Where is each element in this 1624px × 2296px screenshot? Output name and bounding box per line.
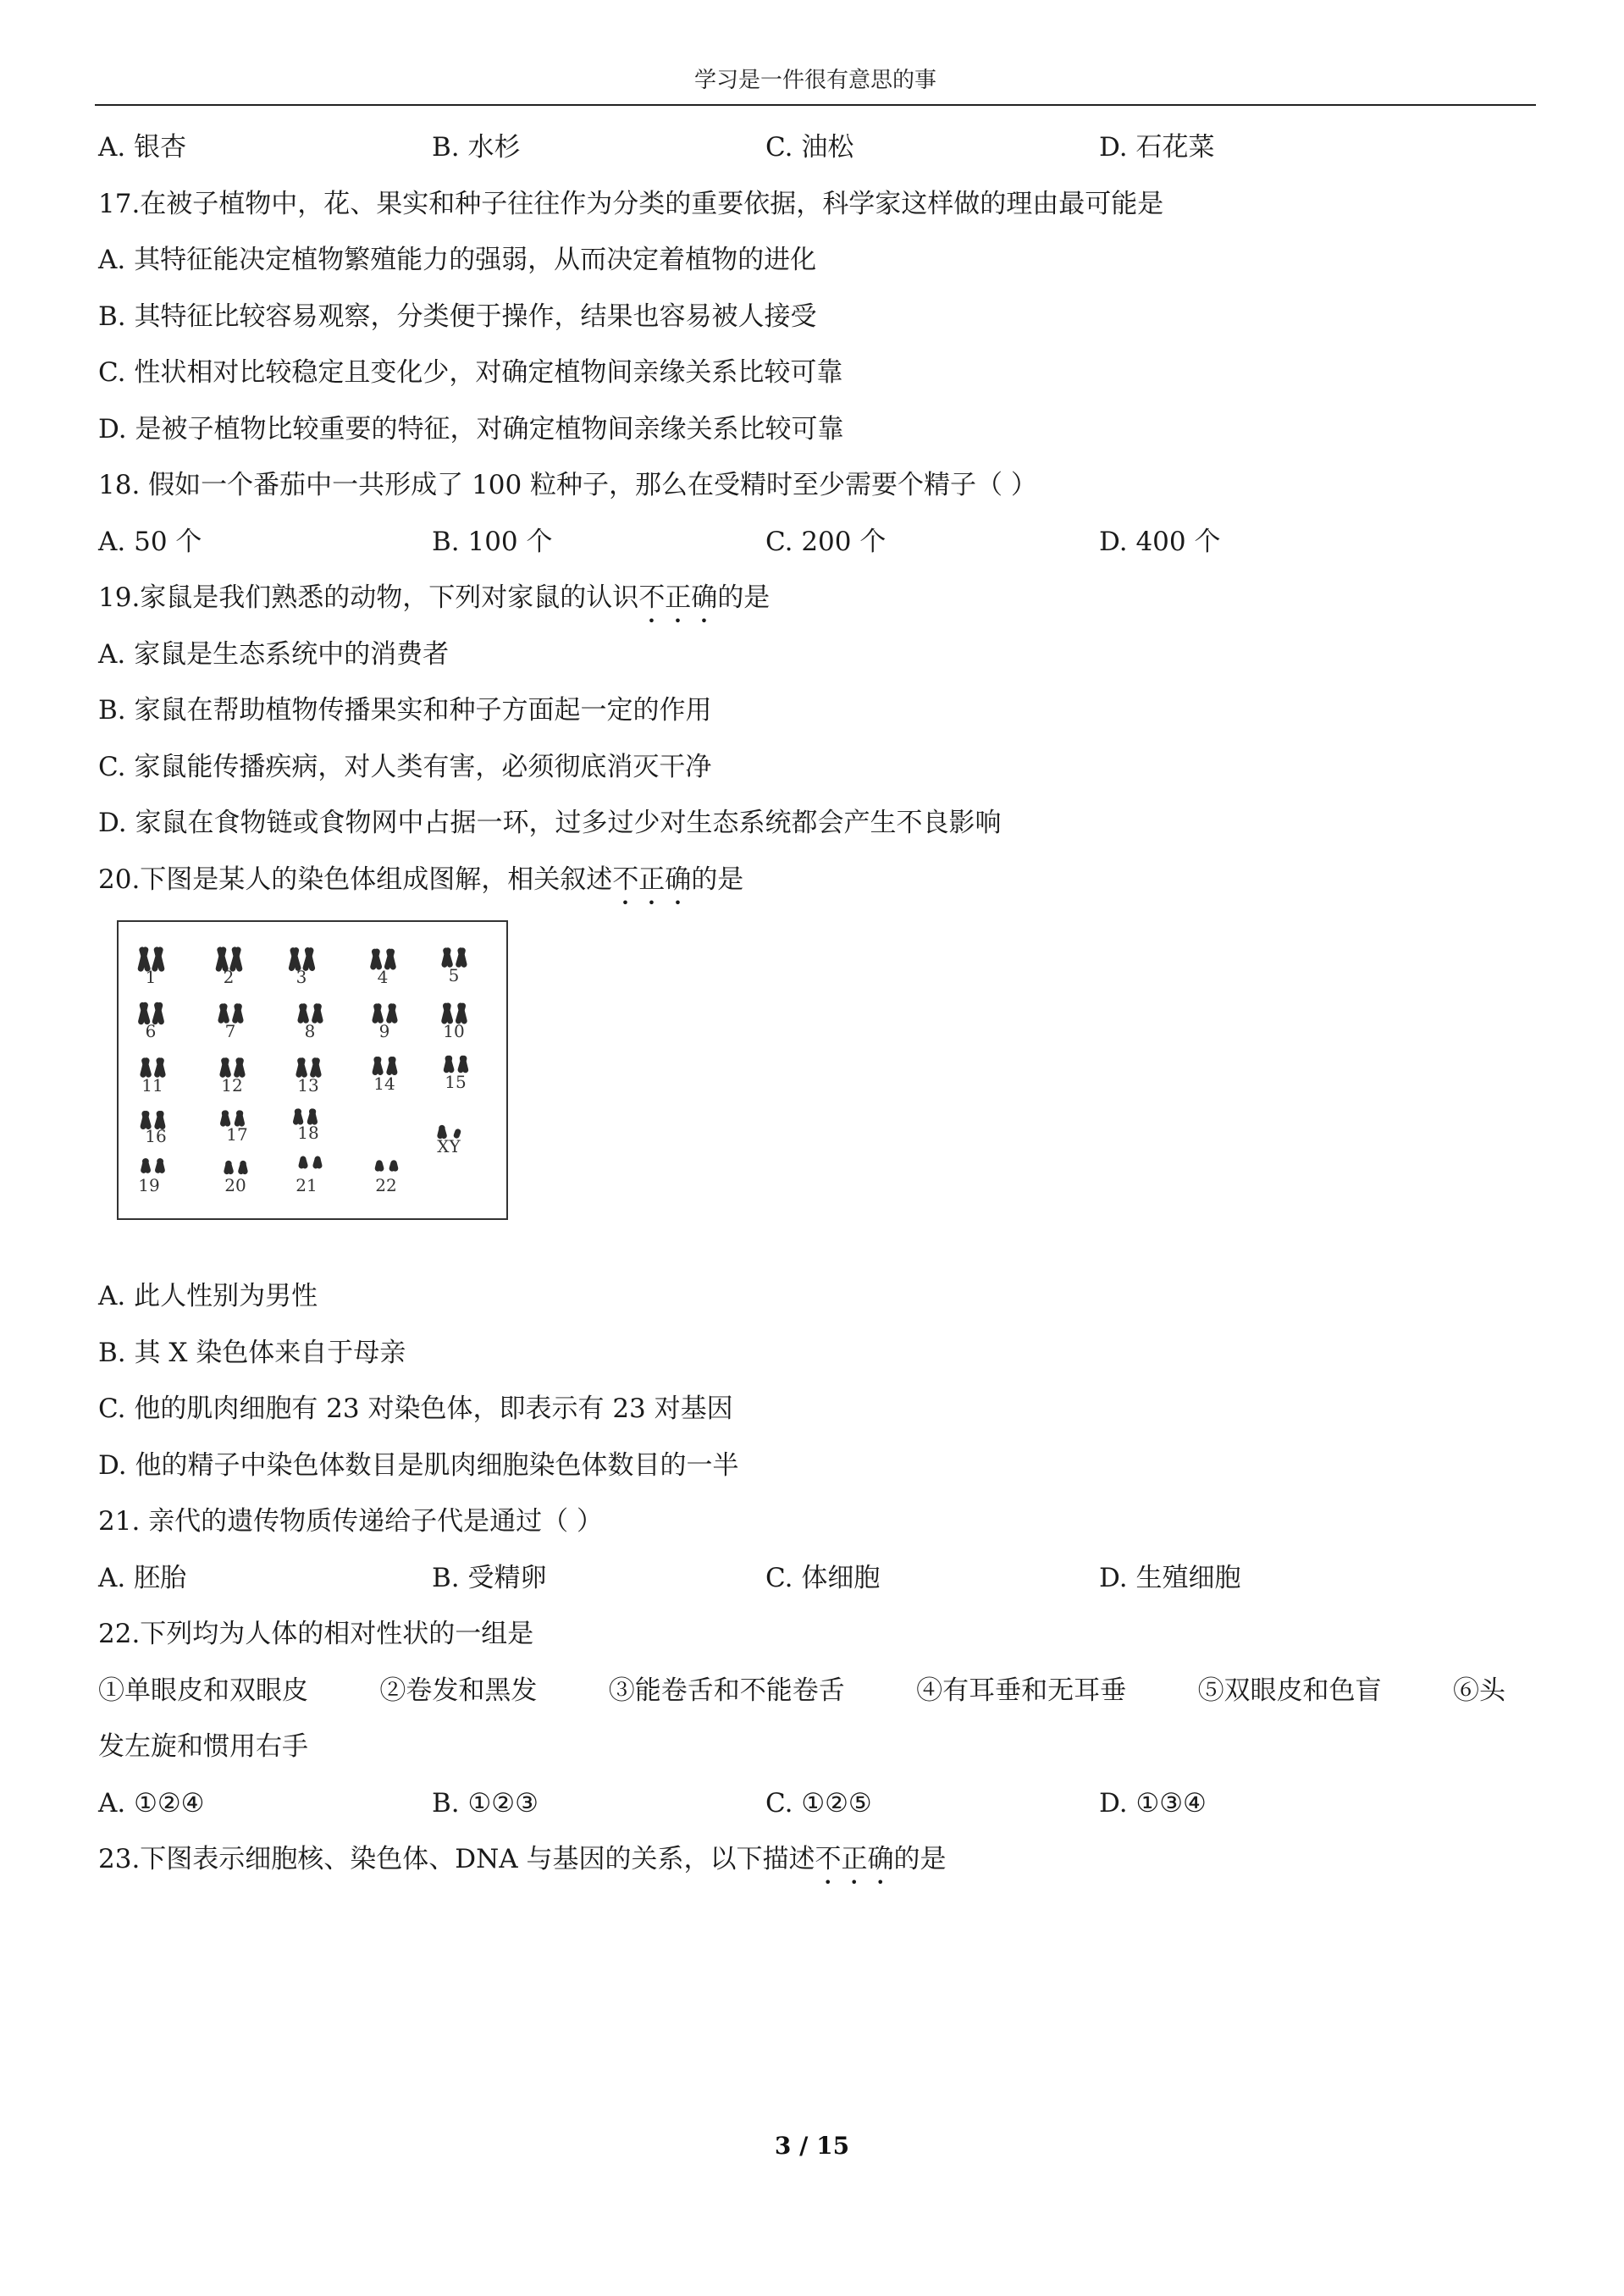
q16-option-c: C. 油松 <box>765 132 854 163</box>
q21-option-d: D. 生殖细胞 <box>1099 1562 1241 1593</box>
q22-items <box>98 1672 1505 1729</box>
q23-stem-text: 23.下图表示细胞核、染色体、DNA 与基因的关系，以下描述 <box>98 1844 815 1874</box>
q22-item-6: ⑥头 <box>1452 1675 1505 1706</box>
chromosome-pair-20 <box>224 1160 249 1175</box>
page-header: 学习是一件很有意思的事 <box>693 68 936 93</box>
q22-item-4: ④有耳垂和无耳垂 <box>916 1675 1127 1706</box>
q19-option-a: A. 家鼠是生态系统中的消费者 <box>98 638 450 670</box>
chromosome-pair-19 <box>140 1157 165 1173</box>
chromosome-label-11: 11 <box>141 1075 163 1096</box>
chromosome-label-13: 13 <box>297 1075 319 1096</box>
karyotype-figure-holder <box>98 917 1538 1278</box>
chromosome-label-4: 4 <box>377 967 389 987</box>
chromosome-label-22: 22 <box>375 1175 397 1195</box>
chromosome-label-2: 2 <box>223 967 235 987</box>
q22-items-continuation: 发左旋和惯用右手 <box>98 1731 308 1762</box>
chromosome-pair-15 <box>443 1055 469 1073</box>
q20-stem-end: 的是 <box>691 864 744 895</box>
q18-option-d: D. 400 个 <box>1099 526 1221 557</box>
q21-options <box>98 1559 1538 1616</box>
q23-emphasis: 不正确 <box>815 1844 894 1874</box>
chromosome-label-9: 9 <box>378 1021 390 1041</box>
q21-option-c: C. 体细胞 <box>765 1562 881 1593</box>
q22-options <box>98 1785 1538 1841</box>
chromosome-label-19: 19 <box>138 1175 160 1195</box>
q20-option-d: D. 他的精子中染色体数目是肌肉细胞染色体数目的一半 <box>98 1449 739 1481</box>
q17-option-d: D. 是被子植物比较重要的特征，对确定植物间亲缘关系比较可靠 <box>98 413 844 444</box>
q17-option-a: A. 其特征能决定植物繁殖能力的强弱，从而决定着植物的进化 <box>98 245 817 275</box>
page-number: 3 / 15 <box>774 2132 850 2160</box>
chromosome-label-20: 20 <box>224 1175 246 1195</box>
q16-option-a: A. 银杏 <box>98 132 187 163</box>
chromosome-pair-22 <box>374 1160 399 1173</box>
chromosome-label-5: 5 <box>448 965 460 985</box>
q18-option-c: C. 200 个 <box>765 526 887 557</box>
chromosome-label-1: 1 <box>145 967 157 987</box>
q17-stem: 17.在被子植物中，花、果实和种子往往作为分类的重要依据，科学家这样做的理由最可能是 <box>98 188 1164 219</box>
chromosome-label-XY: XY <box>437 1136 461 1156</box>
q22-item-5: ⑤双眼皮和色盲 <box>1197 1675 1382 1706</box>
q18-option-b: B. 100 个 <box>432 526 553 557</box>
q22-item-2: ②卷发和黑发 <box>379 1675 538 1706</box>
chromosome-label-10: 10 <box>443 1021 465 1041</box>
chromosome-pair-21 <box>298 1156 323 1169</box>
q22-option-c: C. ①②⑤ <box>765 1787 872 1819</box>
q19-stem-end: 的是 <box>717 582 771 613</box>
q21-stem: 21. 亲代的遗传物质传递给子代是通过（ ） <box>98 1506 604 1537</box>
q22-item-1: ①单眼皮和双眼皮 <box>98 1675 308 1706</box>
q23-stem <box>98 1841 1538 1897</box>
q20-option-b: B. 其 X 染色体来自于母亲 <box>98 1337 406 1368</box>
chromosome-label-6: 6 <box>145 1021 157 1041</box>
q20-option-c: C. 他的肌肉细胞有 23 对染色体，即表示有 23 对基因 <box>98 1394 733 1424</box>
q17-option-b: B. 其特征比较容易观察，分类便于操作，结果也容易被人接受 <box>98 301 817 332</box>
q20-emphasis: 不正确 <box>612 864 692 895</box>
chromosome-label-8: 8 <box>304 1021 316 1041</box>
q18-options <box>98 523 1538 580</box>
q19-stem-text: 19.家鼠是我们熟悉的动物，下列对家鼠的认识 <box>98 582 639 613</box>
chromosome-label-21: 21 <box>296 1175 318 1195</box>
exam-content <box>98 129 1538 1897</box>
q19-option-b: B. 家鼠在帮助植物传播果实和种子方面起一定的作用 <box>98 695 712 726</box>
chromosome-label-16: 16 <box>145 1126 167 1146</box>
q22-option-d: D. ①③④ <box>1099 1787 1207 1819</box>
q19-stem <box>98 579 1538 636</box>
chromosome-label-15: 15 <box>445 1072 467 1092</box>
q20-option-a: A. 此人性别为男性 <box>98 1281 318 1311</box>
q16-options <box>98 129 1538 185</box>
chromosome-label-14: 14 <box>373 1073 395 1094</box>
q19-option-d: D. 家鼠在食物链或食物网中占据一环，过多过少对生态系统都会产生不良影响 <box>98 808 1002 838</box>
chromosome-label-18: 18 <box>297 1123 319 1143</box>
q19-emphasis: 不正确 <box>638 582 718 613</box>
q16-option-b: B. 水杉 <box>432 132 521 163</box>
karyotype-image <box>119 922 506 1218</box>
chromosome-label-17: 17 <box>226 1124 248 1145</box>
q22-option-b: B. ①②③ <box>432 1787 539 1819</box>
q22-option-a: A. ①②④ <box>98 1787 205 1819</box>
q22-stem: 22.下列均为人体的相对性状的一组是 <box>98 1619 534 1649</box>
q19-option-c: C. 家鼠能传播疾病，对人类有害，必须彻底消灭干净 <box>98 751 712 782</box>
q20-stem <box>98 861 1538 918</box>
q18-option-a: A. 50 个 <box>98 526 202 557</box>
q23-stem-end: 的是 <box>893 1844 947 1874</box>
chromosome-label-7: 7 <box>224 1021 236 1041</box>
q17-option-c: C. 性状相对比较稳定且变化少，对确定植物间亲缘关系比较可靠 <box>98 357 843 388</box>
chromosome-label-12: 12 <box>221 1075 243 1096</box>
q22-item-3: ③能卷舌和不能卷舌 <box>608 1675 845 1706</box>
q16-option-d: D. 石花菜 <box>1099 132 1215 163</box>
q21-option-b: B. 受精卵 <box>432 1562 547 1593</box>
q21-option-a: A. 胚胎 <box>98 1562 187 1593</box>
karyotype-figure <box>117 920 508 1220</box>
q18-stem: 18. 假如一个番茄中一共形成了 100 粒种子，那么在受精时至少需要个精子（ ） <box>98 470 1037 500</box>
chromosome-label-3: 3 <box>296 967 307 987</box>
header-rule <box>95 104 1536 106</box>
q20-stem-text: 20.下图是某人的染色体组成图解，相关叙述 <box>98 864 613 895</box>
